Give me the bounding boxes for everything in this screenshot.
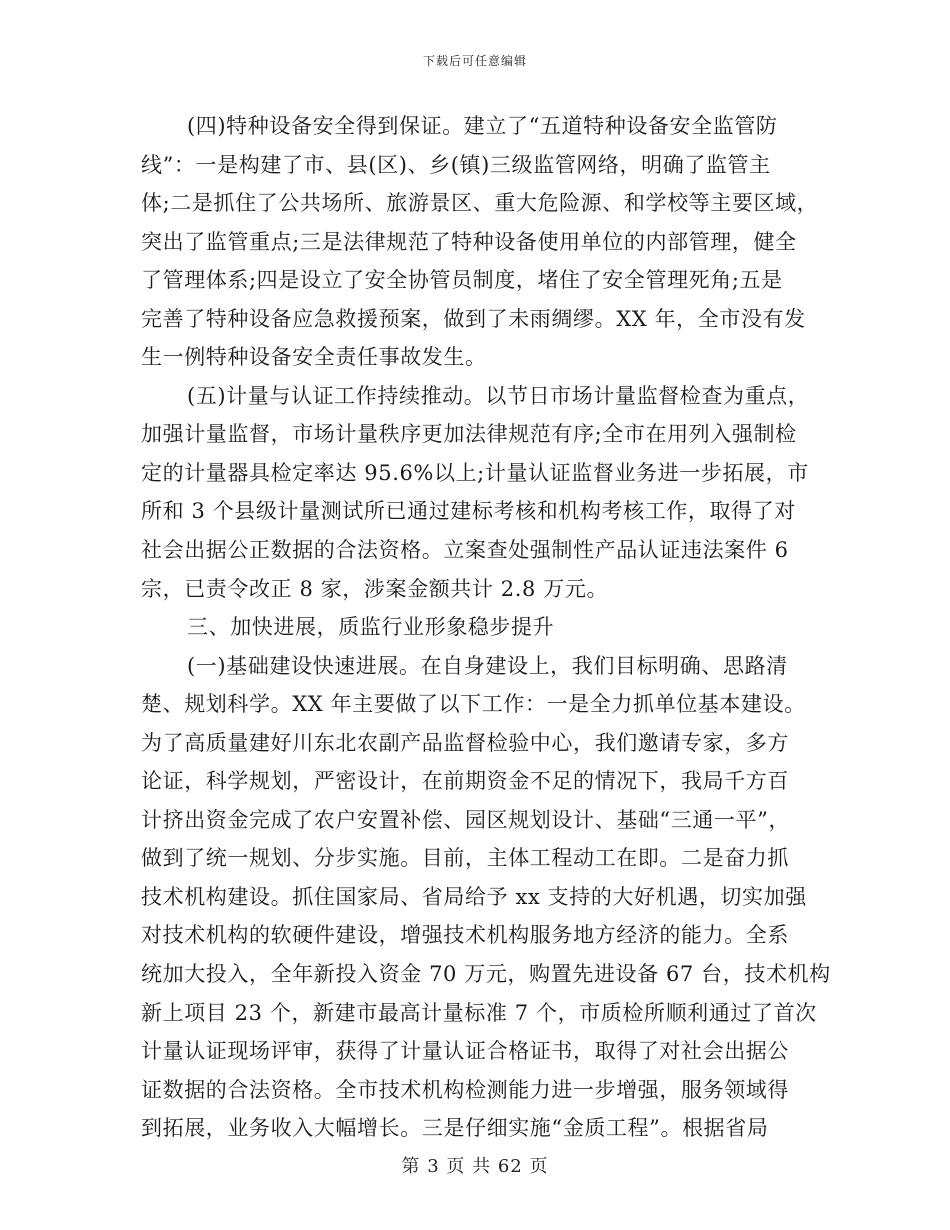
text-line: 计挤出资金完成了农户安置补偿、园区规划设计、基础“三通一平”， <box>141 807 791 832</box>
text-line: 定的计量器具检定率达 95.6%以上;计量认证监督业务进一步拓展，市 <box>141 460 809 485</box>
text-line: (一)基础建设快速进展。在自身建设上，我们目标明确、思路清 <box>187 653 788 678</box>
text-line: 社会出据公正数据的合法资格。立案查处强制性产品认证违法案件 6 <box>141 538 789 563</box>
text-line: 到拓展，业务收入大幅增长。三是仔细实施“金质工程”。根据省局 <box>141 1116 769 1141</box>
text-line: 加强计量监督，市场计量秩序更加法律规范有序;全市在用列入强制检 <box>141 422 797 447</box>
section-heading: 三、加快进展，质监行业形象稳步提升 <box>187 615 555 640</box>
text-line: 证数据的合法资格。全市技术机构检测能力进一步增强，服务领域得 <box>141 1077 789 1102</box>
text-line: 计量认证现场评审，获得了计量认证合格证书，取得了对社会出据公 <box>141 1039 789 1064</box>
text-line: 了管理体系;四是设立了安全协管员制度，堵住了安全管理死角;五是 <box>141 268 783 293</box>
text-line: 论证，科学规划，严密设计，在前期资金不足的情况下，我局千方百 <box>141 769 789 794</box>
text-line: 新上项目 23 个，新建市最高计量标准 7 个，市质检所顺利通过了首次 <box>141 1000 817 1025</box>
page-number-footer: 第 3 页 共 62 页 <box>401 1156 549 1177</box>
document-body <box>141 107 831 1148</box>
text-line: 做到了统一规划、分步实施。目前，主体工程动工在即。二是奋力抓 <box>141 846 789 871</box>
text-line: 线”：一是构建了市、县(区)、乡(镇)三级监管网络，明确了监管主 <box>141 152 771 177</box>
text-line: 统加大投入，全年新投入资金 70 万元，购置先进设备 67 台，技术机构 <box>141 962 831 987</box>
text-line: (五)计量与认证工作持续推动。以节日市场计量监督检查为重点， <box>187 383 810 408</box>
text-line: 为了高质量建好川东北农副产品监督检验中心，我们邀请专家，多方 <box>141 730 789 755</box>
text-line: 生一例特种设备安全责任事故发生。 <box>141 345 487 370</box>
text-line: 宗，已责令改正 8 家，涉案金额共计 2.8 万元。 <box>141 576 609 601</box>
text-line: 对技术机构的软硬件建设，增强技术机构服务地方经济的能力。全系 <box>141 923 789 948</box>
text-line: 突出了监管重点;三是法律规范了特种设备使用单位的内部管理，健全 <box>141 229 797 254</box>
text-line: (四)特种设备安全得到保证。建立了“五道特种设备安全监管防 <box>187 114 778 138</box>
text-line: 所和 3 个县级计量测试所已通过建标考核和机构考核工作，取得了对 <box>141 499 796 524</box>
text-line: 楚、规划科学。XX 年主要做了以下工作：一是全力抓单位基本建设。 <box>141 692 806 717</box>
text-line: 完善了特种设备应急救援预案，做到了未雨绸缪。XX 年，全市没有发 <box>141 306 806 331</box>
text-line: 技术机构建设。抓住国家局、省局给予 xx 支持的大好机遇，切实加强 <box>141 884 807 909</box>
text-line: 体;二是抓住了公共场所、旅游景区、重大危险源、和学校等主要区域， <box>141 191 819 216</box>
page-header: 下载后可任意编辑 <box>422 54 527 68</box>
